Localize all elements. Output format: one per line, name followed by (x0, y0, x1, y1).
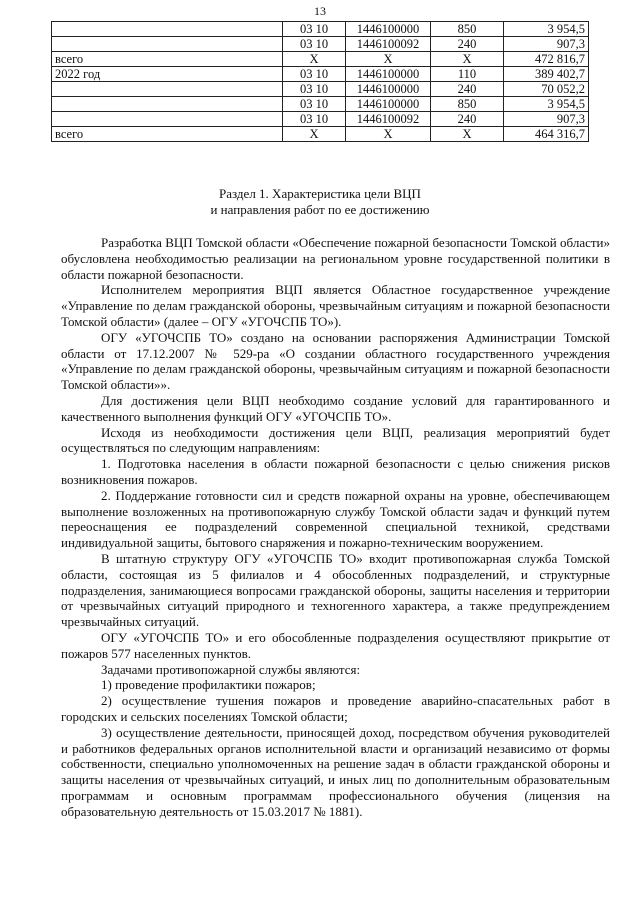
section-code: 03 10 (283, 37, 346, 52)
row-label (52, 37, 283, 52)
row-label (52, 82, 283, 97)
paragraph: 3) осуществление деятельности, приносящей доход, посредством обучения руководителей и работников федеральных органов исполнительной власти и организаций независимо от формы собственности, специально уполномоченных на решение задач в области гражданской обороны и защиты населения от чрезвычайных ситуаций, и иных лиц по дополнительным образовательным программам и основным программам профессионального обучения (лицензия на образовательную деятельность от 15.03.2017 № 1881). (61, 724, 610, 819)
row-label (52, 97, 283, 112)
paragraph: 1. Подготовка населения в области пожарной безопасности с целью снижения рисков возникновения пожаров. (61, 456, 610, 487)
paragraph: В штатную структуру ОГУ «УГОЧСПБ ТО» входит противопожарная служба Томской области, состоящая из 5 филиалов и 4 обособленных подразделений, и структурные подразделения, занимающиеся вопросами гражданской обороны, защиты населения и территории от чрезвычайных ситуаций природного и техногенного характера, а также предупреждением чрезвычайных ситуаций. (61, 550, 610, 630)
section-code: 03 10 (283, 82, 346, 97)
amount: 472 816,7 (504, 52, 589, 67)
section-code: 03 10 (283, 22, 346, 37)
paragraph: 1) проведение профилактики пожаров; (101, 677, 316, 693)
amount: 389 402,7 (504, 67, 589, 82)
row-label (52, 22, 283, 37)
body-text (61, 235, 610, 819)
expense-type-code: 240 (431, 112, 504, 127)
amount: 3 954,5 (504, 22, 589, 37)
row-label: всего (52, 127, 283, 142)
target-article-code: 1446100000 (346, 82, 431, 97)
paragraph: Исходя из необходимости достижения цели ВЦП, реализация мероприятий будет осуществляться по следующим направлениям: (61, 424, 610, 456)
target-article-code: 1446100000 (346, 67, 431, 82)
table-row-total (52, 52, 589, 67)
paragraph: Задачами противопожарной службы являются: (101, 661, 361, 677)
section-code: 03 10 (283, 67, 346, 82)
expense-type-code: X (431, 52, 504, 67)
section-code: 03 10 (283, 97, 346, 112)
amount: 907,3 (504, 112, 589, 127)
section-code: 03 10 (283, 112, 346, 127)
amount: 464 316,7 (504, 127, 589, 142)
expense-type-code: 240 (431, 37, 504, 52)
paragraph: ОГУ «УГОЧСПБ ТО» создано на основании распоряжения Администрации Томской области от 17.12.2007 № 529-ра «О создании областного государственного учреждения «Управление по делам гражданской обороны, чрезвычайным ситуациям и пожарной безопасности Томской области»». (61, 329, 610, 393)
paragraph: 2. Поддержание готовности сил и средств пожарной охраны на уровне, обеспечивающем выполнение возложенных на противопожарную службу Томской области задач и функций путем переоснащения ее подразделений современной специальной техникой, средствами индивидуальной защиты, бытового снаряжения и пожарно-техническим вооружением. (61, 487, 610, 551)
table-row (52, 82, 589, 97)
table-row (52, 37, 589, 52)
paragraph: Исполнителем мероприятия ВЦП является Областное государственное учреждение «Управление по делам гражданской обороны, чрезвычайным ситуациям и пожарной безопасности Томской области» (далее – ОГУ «УГОЧСПБ ТО»). (61, 282, 610, 329)
row-label (52, 112, 283, 127)
expense-type-code: 850 (431, 97, 504, 112)
target-article-code: X (346, 52, 431, 67)
table-row-total (52, 127, 589, 142)
expense-type-code: X (431, 127, 504, 142)
table-row (52, 112, 589, 127)
section-title-line-1: Раздел 1. Характеристика цели ВЦП (219, 186, 421, 201)
section-code: X (283, 52, 346, 67)
section-code: X (283, 127, 346, 142)
paragraph: ОГУ «УГОЧСПБ ТО» и его обособленные подразделения осуществляют прикрытие от пожаров 577 населенных пунктов. (61, 629, 610, 661)
amount: 3 954,5 (504, 97, 589, 112)
page-number: 13 (314, 4, 326, 18)
section-title (0, 186, 640, 218)
expense-type-code: 110 (431, 67, 504, 82)
table-row (52, 67, 589, 82)
paragraph: Для достижения цели ВЦП необходимо создание условий для гарантированного и качественного выполнения функций ОГУ «УГОЧСПБ ТО». (61, 392, 610, 424)
target-article-code: X (346, 127, 431, 142)
target-article-code: 1446100000 (346, 97, 431, 112)
paragraph: 2) осуществление тушения пожаров и проведение аварийно-спасательных работ в городских и сельских поселениях Томской области; (61, 693, 610, 724)
expense-type-code: 850 (431, 22, 504, 37)
table-row (52, 97, 589, 112)
target-article-code: 1446100092 (346, 112, 431, 127)
paragraph: Разработка ВЦП Томской области «Обеспечение пожарной безопасности Томской области» обусловлена необходимостью реализации на региональном уровне государственной политики в области пожарной безопасности. (61, 235, 610, 282)
section-title-line-2: и направления работ по ее достижению (210, 202, 430, 217)
expense-type-code: 240 (431, 82, 504, 97)
amount: 907,3 (504, 37, 589, 52)
table-row (52, 22, 589, 37)
row-label: 2022 год (52, 67, 283, 82)
target-article-code: 1446100092 (346, 37, 431, 52)
row-label: всего (52, 52, 283, 67)
target-article-code: 1446100000 (346, 22, 431, 37)
amount: 70 052,2 (504, 82, 589, 97)
budget-table (51, 21, 589, 142)
